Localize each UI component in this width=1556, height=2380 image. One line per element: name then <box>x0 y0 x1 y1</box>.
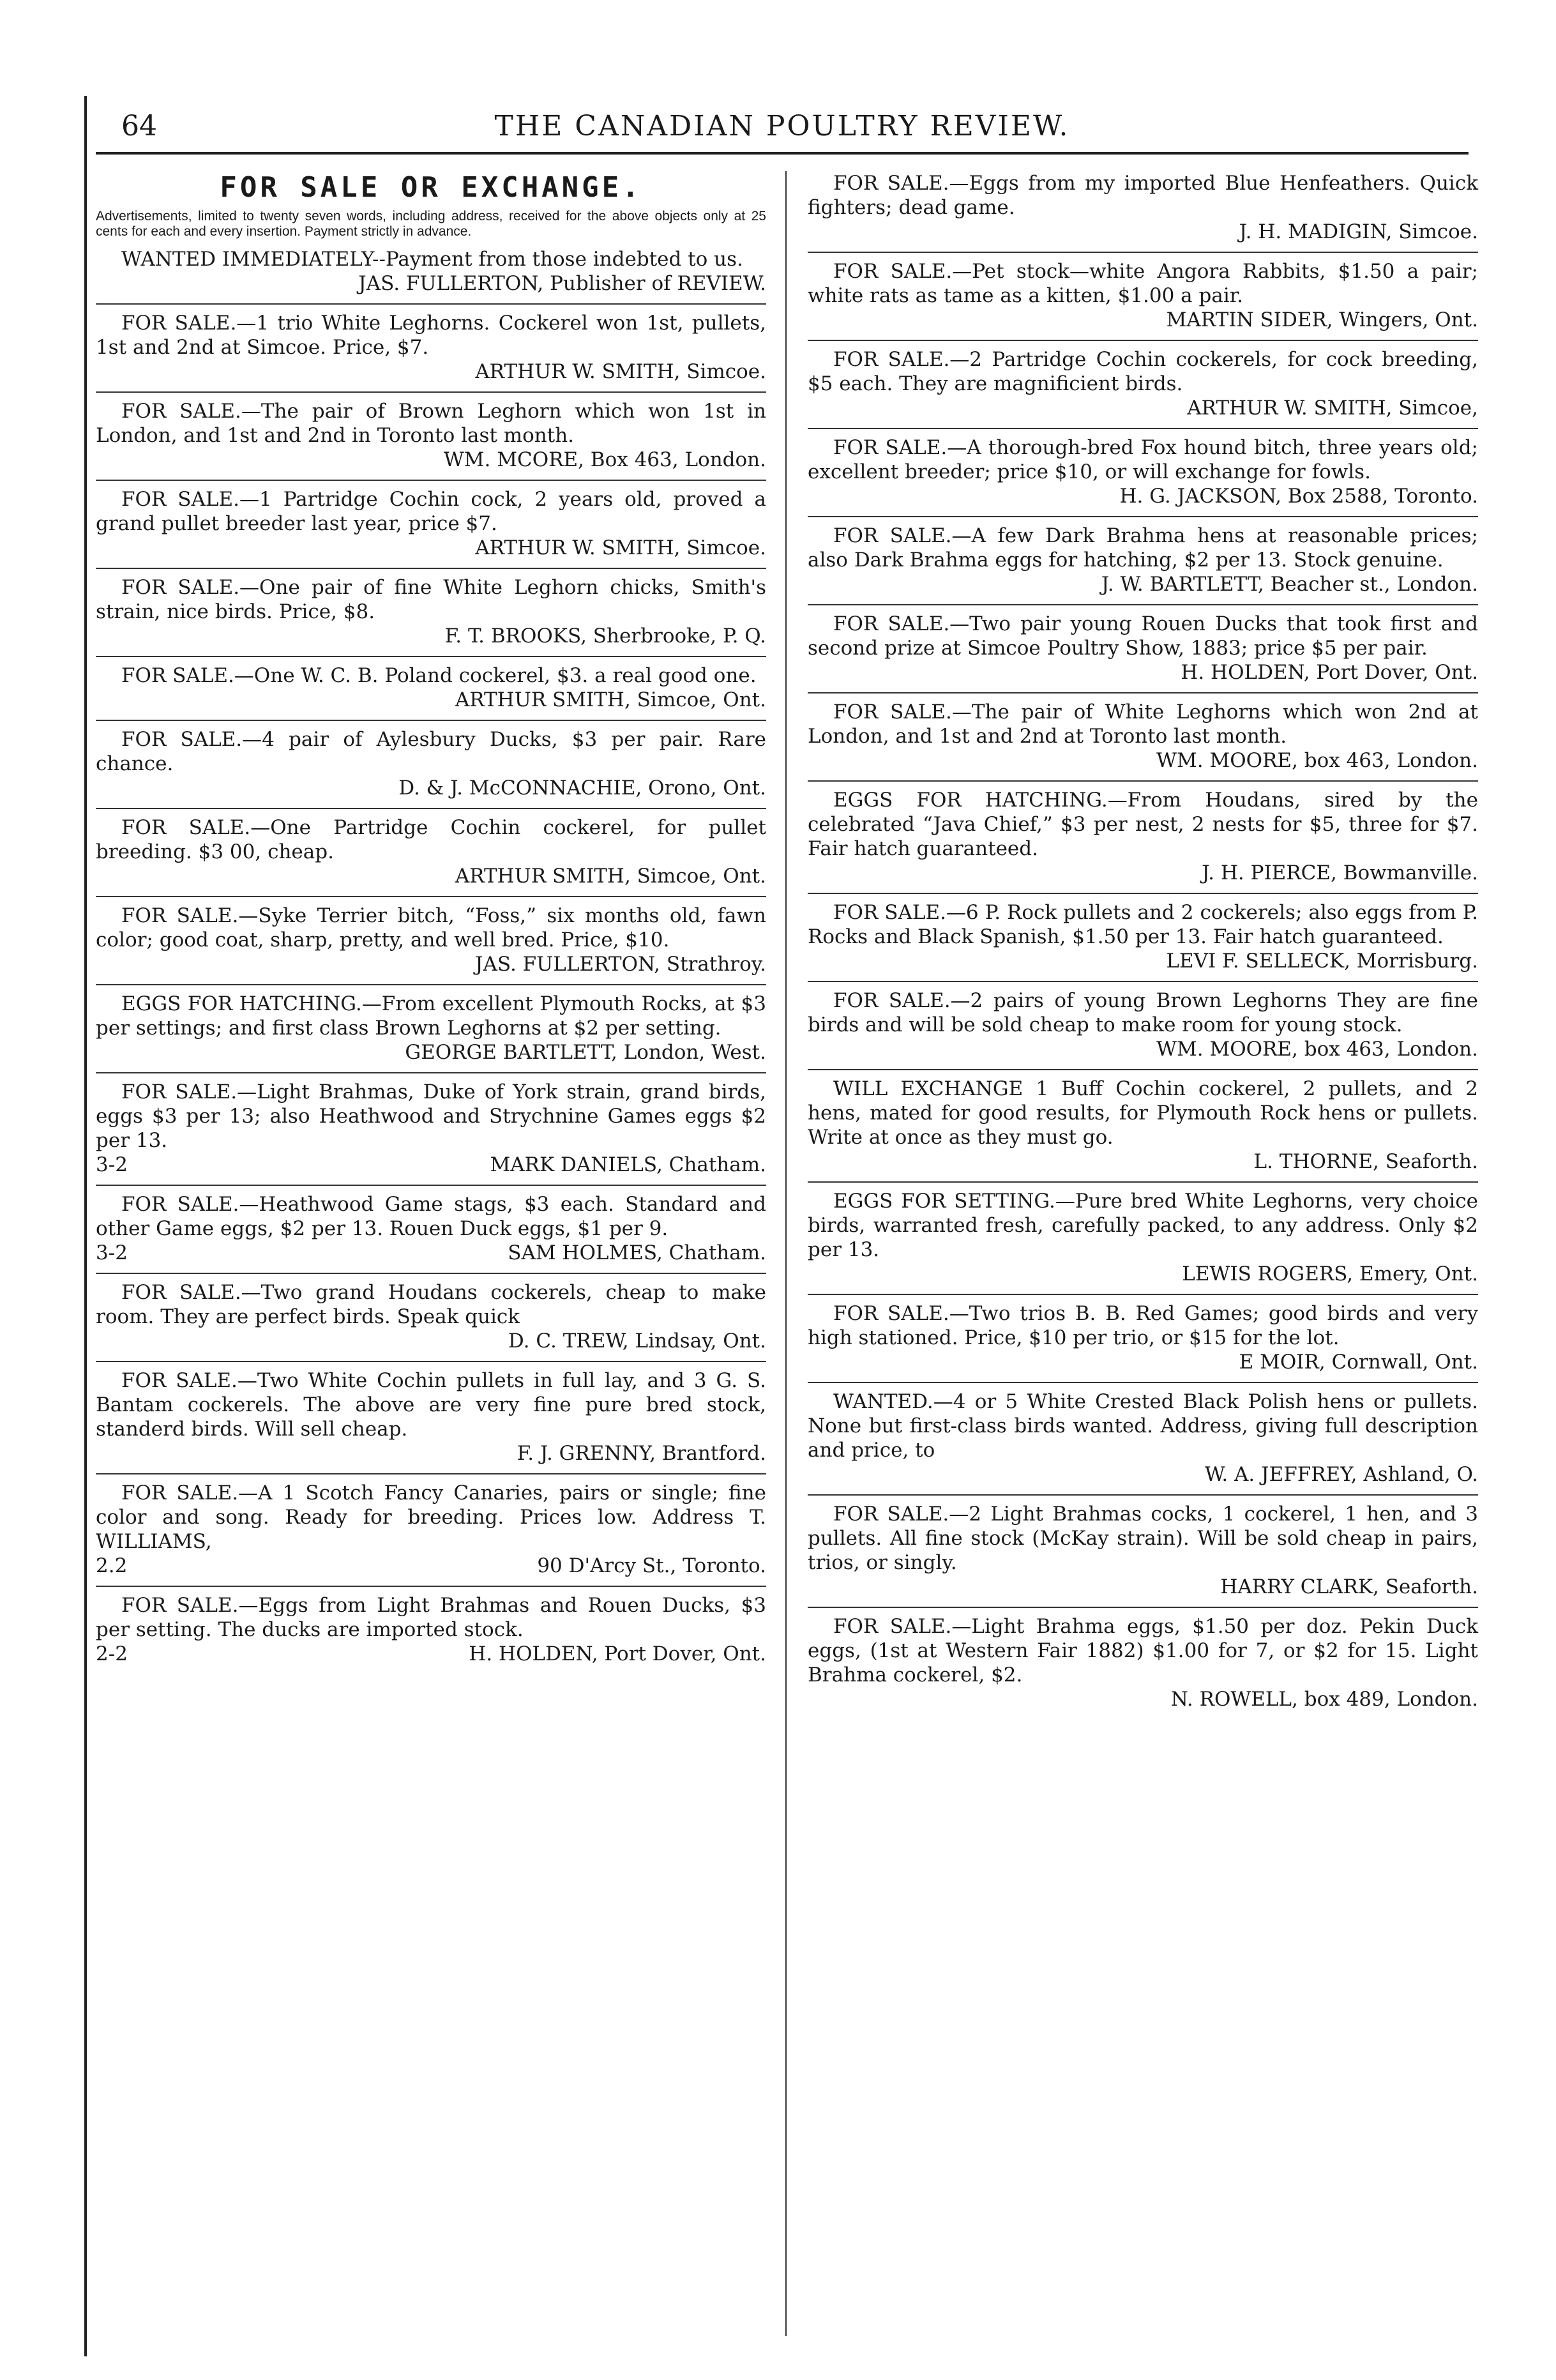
ad-insertion-code: 3-2 <box>96 1153 128 1176</box>
ad-signature: ARTHUR W. SMITH, Simcoe, <box>1187 397 1478 420</box>
ad-signature: E MOIR, Cornwall, Ont. <box>1239 1351 1478 1374</box>
ad-insertion-code: 2-2 <box>96 1642 128 1665</box>
classified-ad <box>808 981 1478 1069</box>
left-ads-list <box>96 247 766 1674</box>
ad-signature-line <box>808 861 1478 885</box>
ad-signature: 90 D'Arcy St., Toronto. <box>537 1554 766 1577</box>
ad-text: FOR SALE.—2 pairs of young Brown Leghorns They are fine birds and will be sold cheap to make room for young stock. <box>808 989 1478 1036</box>
ad-signature-line <box>96 776 766 800</box>
classified-ad <box>808 340 1478 428</box>
ad-signature: GEORGE BARTLETT, London, West. <box>405 1041 766 1064</box>
ad-text: FOR SALE.—The pair of White Leghorns which won 2nd at London, and 1st and 2nd at Toronto last month. <box>808 701 1478 748</box>
ad-signature-line <box>808 949 1478 973</box>
ad-signature-line <box>96 1040 766 1065</box>
ad-signature-line <box>96 1153 766 1177</box>
ad-text: FOR SALE.—Pet stock—white Angora Rabbits, $1.50 a pair; white rats as tame as a kitten, $1.00 a pair. <box>808 260 1478 307</box>
ad-signature-line <box>808 1462 1478 1487</box>
ad-signature-line <box>96 271 766 296</box>
ad-text: FOR SALE.—One pair of fine White Leghorn chicks, Smith's strain, nice birds. Price, $8. <box>96 576 766 623</box>
ad-signature-line <box>96 360 766 384</box>
ad-signature: D. C. TREW, Lindsay, Ont. <box>508 1330 766 1353</box>
ad-signature-line <box>96 1642 766 1666</box>
ad-signature: H. HOLDEN, Port Dover, Ont. <box>1181 661 1478 684</box>
ad-signature: WM. MOORE, box 463, London. <box>1156 1038 1478 1061</box>
classified-ad <box>808 1181 1478 1294</box>
ad-signature-line <box>808 660 1478 685</box>
ad-text: FOR SALE.—One Partridge Cochin cockerel, for pullet breeding. $3 00, cheap. <box>96 816 766 863</box>
ad-text: FOR SALE.—The pair of Brown Leghorn which won 1st in London, and 1st and 2nd in Toronto last month. <box>96 400 766 447</box>
ad-text: EGGS FOR SETTING.—Pure bred White Leghorns, very choice birds, warranted fresh, carefully packed, to any address. Only $2 per 13. <box>808 1190 1478 1261</box>
classified-ad <box>808 1294 1478 1382</box>
classified-ad <box>808 516 1478 604</box>
ad-signature: ARTHUR SMITH, Simcoe, Ont. <box>455 688 766 711</box>
ad-signature-line <box>96 1241 766 1265</box>
classified-ad <box>96 808 766 896</box>
ad-signature: ARTHUR SMITH, Simcoe, Ont. <box>455 865 766 888</box>
ad-signature: H. G. JACKSON, Box 2588, Toronto. <box>1119 485 1478 508</box>
classified-ad <box>808 1494 1478 1607</box>
ad-text: FOR SALE.—6 P. Rock pullets and 2 cockerels; also eggs from P. Rocks and Black Spanish, $1.50 per 13. Fair hatch guaranteed. <box>808 901 1478 948</box>
ad-signature-line <box>808 396 1478 420</box>
ad-signature: J. W. BARTLETT, Beacher st., London. <box>1101 573 1478 596</box>
ad-signature: D. & J. McCONNACHIE, Orono, Ont. <box>398 777 766 800</box>
ad-text: FOR SALE.—Two White Cochin pullets in full lay, and 3 G. S. Bantam cockerels. The above are very fine pure bred stock, standerd birds. Will sell cheap. <box>96 1369 766 1441</box>
classified-ad <box>96 1273 766 1361</box>
classified-ad <box>96 984 766 1072</box>
classified-ad <box>808 171 1478 252</box>
ad-text: FOR SALE.—Two grand Houdans cockerels, cheap to make room. They are perfect birds. Speak quick <box>96 1281 766 1328</box>
classified-ad <box>96 1072 766 1185</box>
ad-signature: ARTHUR W. SMITH, Simcoe. <box>475 536 766 559</box>
ad-signature-line <box>96 1554 766 1578</box>
ad-signature-line <box>96 624 766 648</box>
ad-signature: ARTHUR W. SMITH, Simcoe. <box>475 360 766 383</box>
ad-signature: LEWIS ROGERS, Emery, Ont. <box>1182 1262 1478 1285</box>
classified-ad <box>96 896 766 984</box>
ad-text: EGGS FOR HATCHING.—From excellent Plymouth Rocks, at $3 per settings; and first class Brown Leghorns at $2 per setting. <box>96 992 766 1040</box>
ad-signature-line <box>808 1037 1478 1061</box>
ad-signature-line <box>96 536 766 560</box>
ad-text: FOR SALE.—4 pair of Aylesbury Ducks, $3 per pair. Rare chance. <box>96 728 766 775</box>
ad-signature: H. HOLDEN, Port Dover, Ont. <box>469 1642 766 1665</box>
ad-insertion-code: 2.2 <box>96 1554 128 1577</box>
classified-ad <box>808 252 1478 340</box>
ad-signature-line <box>96 448 766 472</box>
ad-signature-line <box>96 952 766 976</box>
ad-signature: JAS. FULLERTON, Publisher of REVIEW. <box>358 272 766 295</box>
section-terms: Advertisements, limited to twenty seven words, including address, received for the above objects only at 25 cents for each and every insertion. Payment strictly in advance. <box>96 209 766 239</box>
ad-text: FOR SALE.—Light Brahma eggs, $1.50 per doz. Pekin Duck eggs, (1st at Western Fair 1882) $1.00 for 7, or $2 for 15. Light Brahma cockerel, $2. <box>808 1615 1478 1686</box>
classified-ad <box>808 780 1478 893</box>
ad-text: FOR SALE.—Two trios B. B. Red Games; good birds and very high stationed. Price, $10 per trio, or $15 for the lot. <box>808 1302 1478 1349</box>
classified-ad <box>96 1586 766 1674</box>
ad-signature-line <box>808 1575 1478 1599</box>
classified-ad <box>96 303 766 391</box>
ad-signature-line <box>808 308 1478 332</box>
page-number: 64 <box>121 110 157 142</box>
ad-signature: F. T. BROOKS, Sherbrooke, P. Q. <box>444 625 766 648</box>
ad-text: FOR SALE.—Heathwood Game stags, $3 each. Standard and other Game eggs, $2 per 13. Rouen Duck eggs, $1 per 9. <box>96 1193 766 1240</box>
ad-text: FOR SALE.—A 1 Scotch Fancy Canaries, pairs or single; fine color and song. Ready for breeding. Prices low. Address T. WILLIAMS, <box>96 1482 766 1553</box>
ad-signature: JAS. FULLERTON, Strathroy. <box>475 953 766 976</box>
header-rule <box>96 152 1469 155</box>
ad-signature: WM. MOORE, box 463, London. <box>1156 749 1478 772</box>
ad-signature: MARK DANIELS, Chatham. <box>490 1153 766 1176</box>
classified-ad <box>96 656 766 720</box>
ad-text: FOR SALE.—Syke Terrier bitch, “Foss,” six months old, fawn color; good coat, sharp, pretty, and well bred. Price, $10. <box>96 904 766 951</box>
ad-signature: LEVI F. SELLECK, Morrisburg. <box>1166 950 1478 973</box>
ad-signature: F. J. GRENNY, Brantford. <box>517 1442 766 1465</box>
classified-ad <box>96 568 766 656</box>
ad-signature-line <box>96 1441 766 1466</box>
ad-signature-line <box>96 688 766 712</box>
ad-text: FOR SALE.—Two pair young Rouen Ducks that took first and second prize at Simcoe Poultry Show, 1883; price $5 per pair. <box>808 612 1478 660</box>
classified-ad <box>96 720 766 808</box>
classified-ad <box>96 247 766 303</box>
classified-ad <box>808 428 1478 516</box>
right-column <box>808 171 1478 1719</box>
ad-signature: J. H. PIERCE, Bowmanville. <box>1202 861 1478 884</box>
ad-signature: WM. MCORE, Box 463, London. <box>443 448 766 471</box>
page-header <box>96 96 1469 153</box>
ad-signature: W. A. JEFFREY, Ashland, O. <box>1204 1463 1478 1486</box>
ad-text: FOR SALE.—Eggs from Light Brahmas and Rouen Ducks, $3 per setting. The ducks are imported stock. <box>96 1594 766 1641</box>
ad-signature: J. H. MADIGIN, Simcoe. <box>1239 220 1478 243</box>
classified-ad <box>96 1473 766 1586</box>
page-frame-line <box>84 96 87 2356</box>
classified-ad <box>808 1382 1478 1494</box>
classified-ad <box>96 1361 766 1473</box>
ad-text: FOR SALE.—2 Partridge Cochin cockerels, for cock breeding, $5 each. They are magnificient birds. <box>808 348 1478 395</box>
column-divider <box>785 171 787 2336</box>
ad-signature-line <box>96 1329 766 1353</box>
ad-text: FOR SALE.—1 Partridge Cochin cock, 2 years old, proved a grand pullet breeder last year, price $7. <box>96 488 766 535</box>
running-title: THE CANADIAN POULTRY REVIEW. <box>494 110 1070 142</box>
ad-text: FOR SALE.—Eggs from my imported Blue Henfeathers. Quick fighters; dead game. <box>808 172 1478 219</box>
classified-ad <box>96 391 766 480</box>
ad-signature-line <box>808 484 1478 508</box>
ad-signature: L. THORNE, Seaforth. <box>1253 1150 1478 1173</box>
classified-ad <box>96 480 766 568</box>
right-ads-list <box>808 171 1478 1719</box>
ad-text: WANTED IMMEDIATELY--Payment from those indebted to us. <box>121 248 743 271</box>
ad-text: FOR SALE.—One W. C. B. Poland cockerel, $3. a real good one. <box>121 664 757 687</box>
ad-signature-line <box>808 220 1478 244</box>
ad-signature-line <box>808 1687 1478 1711</box>
ad-text: FOR SALE.—1 trio White Leghorns. Cockerel won 1st, pullets, 1st and 2nd at Simcoe. Price, $7. <box>96 312 766 359</box>
ad-signature-line <box>808 1350 1478 1374</box>
classified-ad <box>808 692 1478 780</box>
left-column <box>96 171 766 1674</box>
ad-signature-line <box>96 864 766 888</box>
ad-text: EGGS FOR HATCHING.—From Houdans, sired by the celebrated “Java Chief,” $3 per nest, 2 nests for $5, three for $7. Fair hatch guaranteed. <box>808 789 1478 860</box>
ad-text: FOR SALE.—2 Light Brahmas cocks, 1 cockerel, 1 hen, and 3 pullets. All fine stock (McKay strain). Will be sold cheap in pairs, trios, or singly. <box>808 1503 1478 1574</box>
ad-text: WANTED.—4 or 5 White Crested Black Polish hens or pullets. None but first-class birds wanted. Address, giving full description and price, to <box>808 1390 1478 1462</box>
ad-text: FOR SALE.—A few Dark Brahma hens at reasonable prices; also Dark Brahma eggs for hatching, $2 per 13. Stock genuine. <box>808 524 1478 572</box>
classified-ad <box>96 1185 766 1273</box>
ad-signature-line <box>808 1149 1478 1174</box>
newspaper-page <box>96 96 1478 2356</box>
ad-signature: HARRY CLARK, Seaforth. <box>1220 1575 1478 1598</box>
ad-insertion-code: 3-2 <box>96 1241 128 1264</box>
ad-signature-line <box>808 1262 1478 1286</box>
classified-ad <box>808 604 1478 692</box>
classified-ad <box>808 893 1478 981</box>
ad-signature-line <box>808 572 1478 596</box>
ad-signature: SAM HOLMES, Chatham. <box>508 1241 766 1264</box>
classified-ad <box>808 1607 1478 1719</box>
classified-ad <box>808 1069 1478 1181</box>
ad-text: WILL EXCHANGE 1 Buff Cochin cockerel, 2 pullets, and 2 hens, mated for good results, for Plymouth Rock hens or pullets. Write at once as they must go. <box>808 1077 1478 1149</box>
ad-signature: N. ROWELL, box 489, London. <box>1170 1688 1478 1711</box>
section-title: FOR SALE OR EXCHANGE. <box>220 171 642 204</box>
ad-text: FOR SALE.—Light Brahmas, Duke of York strain, grand birds, eggs $3 per 13; also Heathwood and Strychnine Games eggs $2 per 13. <box>96 1080 766 1152</box>
ad-signature: MARTIN SIDER, Wingers, Ont. <box>1166 308 1478 331</box>
ad-text: FOR SALE.—A thorough-bred Fox hound bitch, three years old; excellent breeder; price $10, or will exchange for fowls. <box>808 436 1478 483</box>
ad-signature-line <box>808 748 1478 773</box>
